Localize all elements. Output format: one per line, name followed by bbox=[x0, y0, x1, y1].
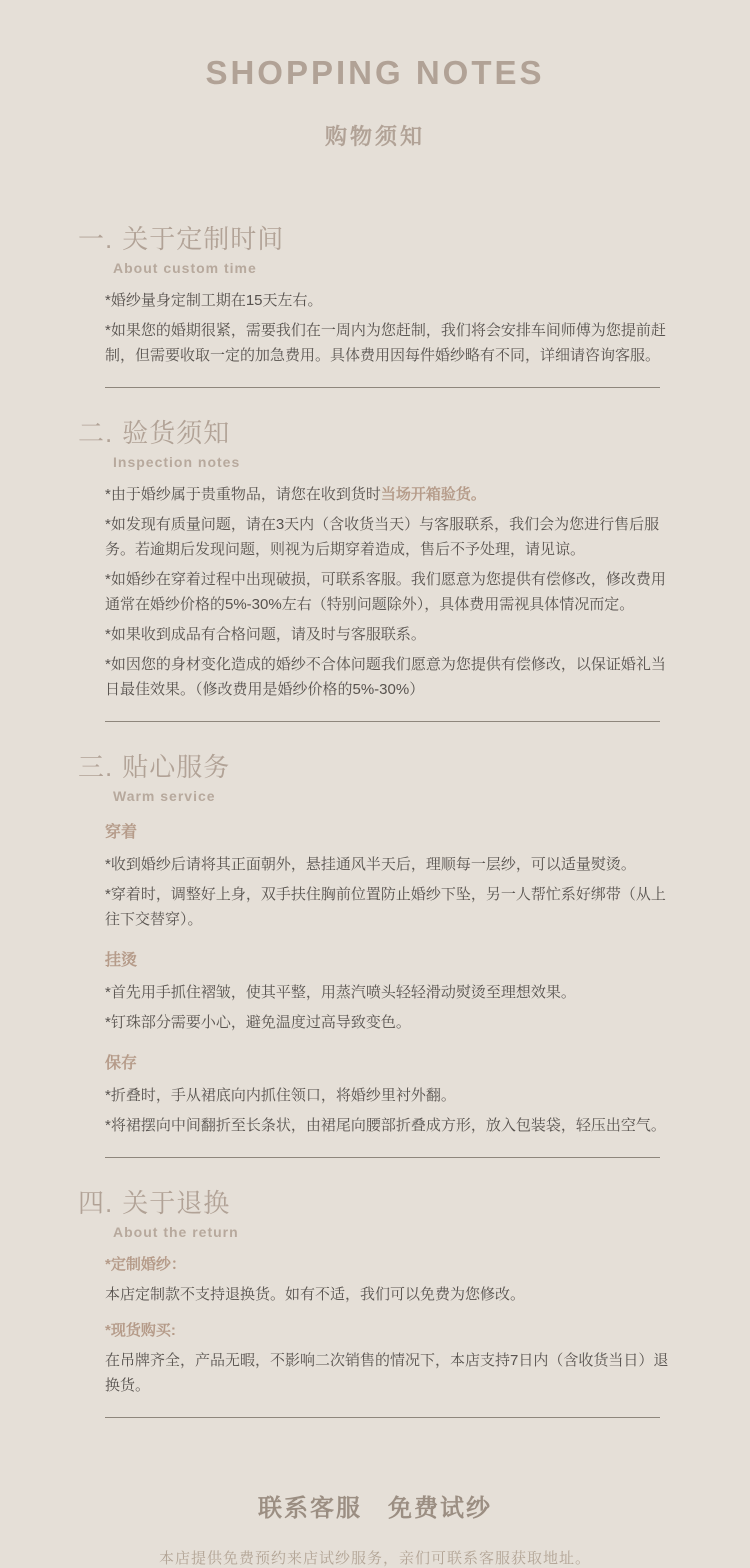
section-warm-service bbox=[0, 751, 750, 1138]
section-inspection bbox=[0, 417, 750, 702]
service-group-label-wearing: 穿着 bbox=[105, 824, 138, 841]
note-paragraph: *如婚纱在穿着过程中出现破损，可联系客服。我们愿意为您提供有偿修改，修改费用通常在婚纱价格的5%-30%左右（特别问题除外），具体费用需视具体情况而定。 bbox=[105, 571, 666, 613]
section-number: 三. bbox=[78, 752, 114, 782]
section-divider bbox=[105, 721, 660, 722]
section-subtitle-en: About the return bbox=[113, 1224, 239, 1240]
sections-container bbox=[0, 223, 750, 1418]
section-divider bbox=[105, 1157, 660, 1158]
section-heading bbox=[78, 1187, 680, 1219]
note-paragraph: *如因您的身材变化造成的婚纱不合体问题我们愿意为您提供有偿修改，以保证婚礼当日最佳效果。（修改费用是婚纱价格的5%-30%） bbox=[105, 656, 666, 698]
note-paragraph: *穿着时，调整好上身，双手扶住胸前位置防止婚纱下坠，另一人帮忙系好绑带（从上往下交替穿）。 bbox=[105, 886, 666, 928]
page-title: SHOPPING NOTES bbox=[205, 54, 545, 91]
note-paragraph: *婚纱量身定制工期在15天左右。 bbox=[105, 292, 323, 309]
note-paragraph: 在吊牌齐全，产品无暇，不影响二次销售的情况下，本店支持7日内（含收货当日）退换货。 bbox=[105, 1352, 669, 1394]
section-title: 关于退换 bbox=[122, 1188, 231, 1218]
note-paragraph bbox=[105, 482, 680, 507]
service-group-label-steaming: 挂烫 bbox=[105, 952, 138, 969]
note-paragraph: *如发现有质量问题，请在3天内（含收货当天）与客服联系，我们会为您进行售后服务。若逾期后发现问题，则视为后期穿着造成，售后不予处理，请见谅。 bbox=[105, 516, 660, 558]
section-body bbox=[105, 820, 680, 1138]
page-header bbox=[0, 0, 750, 151]
note-paragraph: *收到婚纱后请将其正面朝外，悬挂通风半天后，理顺每一层纱，可以适量熨烫。 bbox=[105, 856, 636, 873]
footer-contact-title: 联系客服 免费试纱 bbox=[258, 1495, 492, 1522]
section-returns bbox=[0, 1187, 750, 1398]
section-heading bbox=[78, 417, 680, 449]
footer-contact-note: 本店提供免费预约来店试纱服务，亲们可联系客服获取地址。 bbox=[158, 1550, 591, 1567]
section-custom-time bbox=[0, 223, 750, 368]
note-paragraph: *如果您的婚期很紧，需要我们在一周内为您赶制，我们将会安排车间师傅为您提前赶制，但需要收取一定的加急费用。具体费用因每件婚纱略有不同，详细请咨询客服。 bbox=[105, 322, 666, 364]
page-footer bbox=[0, 1488, 750, 1568]
note-paragraph: 本店定制款不支持退换货。如有不适，我们可以免费为您修改。 bbox=[105, 1286, 526, 1303]
note-paragraph: *折叠时，手从裙底向内抓住领口，将婚纱里衬外翻。 bbox=[105, 1087, 456, 1104]
section-divider bbox=[105, 387, 660, 388]
section-body bbox=[105, 1252, 680, 1398]
section-divider bbox=[105, 1417, 660, 1418]
section-title: 验货须知 bbox=[122, 418, 231, 448]
section-body bbox=[105, 482, 680, 702]
note-paragraph: *将裙摆向中间翻折至长条状，由裙尾向腰部折叠成方形，放入包装袋，轻压出空气。 bbox=[105, 1117, 666, 1134]
note-paragraph: *首先用手抓住褶皱，使其平整，用蒸汽喷头轻轻滑动熨烫至理想效果。 bbox=[105, 984, 576, 1001]
note-paragraph: *钉珠部分需要小心，避免温度过高导致变色。 bbox=[105, 1014, 411, 1031]
section-number: 二. bbox=[78, 418, 114, 448]
section-number: 一. bbox=[78, 224, 114, 254]
return-entry-label-custom: *定制婚纱： bbox=[105, 1256, 186, 1273]
return-entry-label-instock: *现货购买: bbox=[105, 1322, 176, 1339]
note-paragraph: *如果收到成品有合格问题，请及时与客服联系。 bbox=[105, 626, 426, 643]
section-subtitle-en: Warm service bbox=[113, 788, 216, 804]
section-number: 四. bbox=[78, 1188, 114, 1218]
section-heading bbox=[78, 223, 680, 255]
section-body bbox=[105, 288, 680, 368]
section-subtitle-en: Inspection notes bbox=[113, 454, 241, 470]
section-title: 关于定制时间 bbox=[122, 224, 285, 254]
section-heading bbox=[78, 751, 680, 783]
page-subtitle: 购物须知 bbox=[324, 124, 425, 149]
note-text-highlight: 当场开箱验货。 bbox=[380, 486, 486, 503]
section-subtitle-en: About custom time bbox=[113, 260, 257, 276]
note-text: *由于婚纱属于贵重物品，请您在收到货时 bbox=[105, 486, 381, 503]
service-group-label-storage: 保存 bbox=[105, 1055, 138, 1072]
section-title: 贴心服务 bbox=[122, 752, 231, 782]
